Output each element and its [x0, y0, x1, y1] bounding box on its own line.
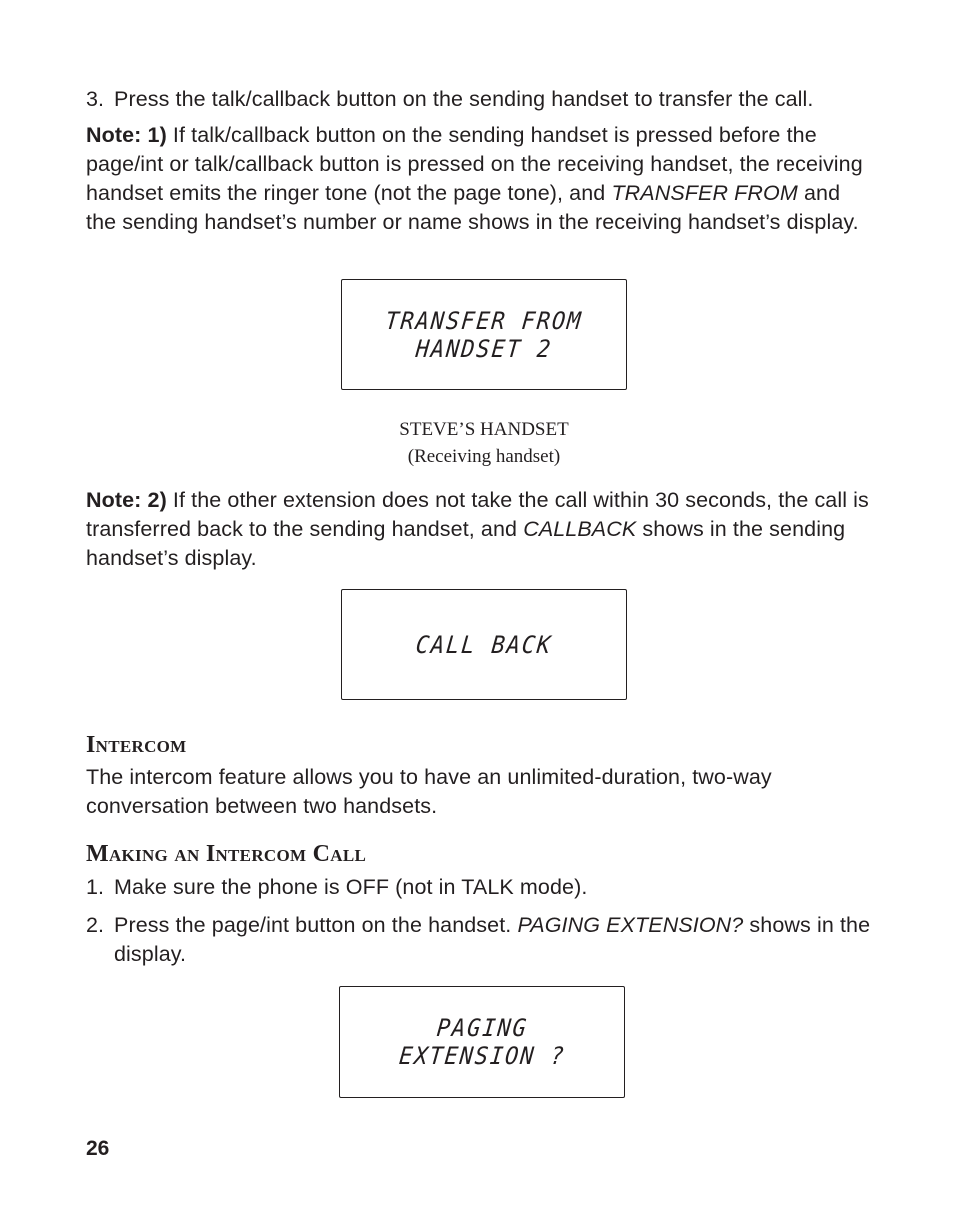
step-number: 2. [86, 913, 105, 937]
step-number: 1. [86, 875, 105, 899]
section-heading-intercom: Intercom [86, 732, 187, 758]
lcd-line: CALL BACK [414, 630, 554, 659]
step-3 [86, 85, 876, 114]
step-1 [86, 873, 876, 902]
section-heading-making-call: Making an Intercom Call [86, 841, 367, 867]
step-italic: PAGING EXTENSION? [517, 913, 744, 937]
step-text-part: Press the page/int button on the handset. [114, 913, 518, 937]
note-text: and the sending handset’s number or name shows in the receiving handset’s display. [86, 181, 859, 234]
step-number: 3. [86, 87, 105, 111]
intercom-description: The intercom feature allows you to have an unlimited-duration, two-way conversation between two handsets. [86, 765, 772, 818]
note-italic: CALLBACK [523, 517, 637, 541]
note-label: Note: 1) [86, 123, 167, 147]
step-text [114, 911, 876, 969]
note-1 [86, 121, 876, 237]
lcd-display-paging [339, 986, 625, 1098]
lcd-display-callback [341, 589, 627, 700]
lcd-display-transfer [341, 279, 627, 390]
note-text: If talk/callback button on the sending handset is pressed before the page/int or talk/callback button is pressed on the receiving handset, the receiving handset emits the ringer tone (not the page tone), and [86, 123, 863, 205]
step-text: Press the talk/callback button on the sending handset to transfer the call. [114, 87, 814, 111]
note-2 [86, 486, 876, 573]
note-text: If the other extension does not take the call within 30 seconds, the call is transferred back to the sending handset, and [86, 488, 869, 541]
lcd-line: TRANSFER FROM [384, 306, 584, 335]
lcd-line: HANDSET 2 [414, 334, 554, 363]
lcd-line: EXTENSION ? [397, 1042, 567, 1070]
caption-title: STEVE’S HANDSET [399, 419, 569, 440]
page-number: 26 [86, 1137, 110, 1160]
display-caption [341, 416, 627, 470]
step-2 [86, 911, 876, 969]
step-text-part: shows in the display. [114, 913, 871, 966]
step-text: Make sure the phone is OFF (not in TALK mode). [114, 875, 588, 899]
note-italic: TRANSFER FROM [611, 181, 798, 205]
note-label: Note: 2) [86, 488, 167, 512]
caption-subtitle: (Receiving handset) [407, 446, 561, 467]
lcd-line: PAGING [435, 1014, 529, 1042]
note-text: shows in the sending handset’s display. [86, 517, 846, 570]
